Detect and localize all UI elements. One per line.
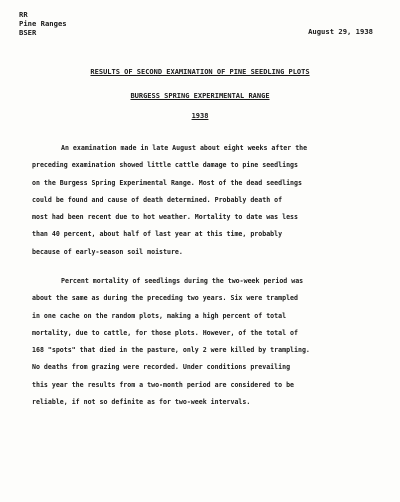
- document-year: 1938: [191, 112, 209, 120]
- paragraph-line: 168 "spots" that died in the pasture, only 2 were killed by trampling.: [32, 346, 310, 355]
- header-station: BSER: [19, 28, 37, 37]
- paragraph-2: [32, 273, 374, 411]
- paragraph-line: on the Burgess Spring Experimental Range. Most of the dead seedlings: [32, 178, 302, 187]
- paragraph-line: mortality, due to cattle, for those plots. However, of the total of: [32, 328, 298, 337]
- paragraph-line: preceding examination showed little cattle damage to pine seedlings: [32, 161, 298, 170]
- paragraph-line: could be found and cause of death determined. Probably death of: [32, 195, 283, 204]
- paragraph-line: most had been recent due to hot weather. Mortality to date was less: [32, 213, 298, 222]
- header-subject: Pine Ranges: [19, 19, 67, 28]
- paragraph-line: because of early-season soil moisture.: [32, 247, 183, 256]
- paragraph-line: reliable, if not so definite as for two-week intervals.: [32, 398, 251, 407]
- document-date: August 29, 1938: [308, 27, 373, 36]
- header-code: RR: [19, 10, 28, 19]
- paragraph-line: than 40 percent, about half of last year at this time, probably: [32, 230, 283, 239]
- header-block: [19, 10, 67, 37]
- paragraph-line: this year the results from a two-month period are considered to be: [32, 380, 295, 389]
- paragraph-line: about the same as during the preceding two years. Six were trampled: [32, 294, 298, 303]
- paragraph-line: in one cache on the random plots, making a high percent of total: [32, 311, 287, 320]
- paragraph-line: No deaths from grazing were recorded. Under conditions prevailing: [32, 363, 291, 372]
- paragraph-line: Percent mortality of seedlings during the two-week period was: [61, 277, 304, 285]
- paragraph-line: An examination made in late August about eight weeks after the: [61, 144, 308, 152]
- document-subtitle: BURGESS SPRING EXPERIMENTAL RANGE: [130, 92, 270, 100]
- paragraph-1: [32, 140, 374, 261]
- document-title: RESULTS OF SECOND EXAMINATION OF PINE SEEDLING PLOTS: [90, 68, 310, 76]
